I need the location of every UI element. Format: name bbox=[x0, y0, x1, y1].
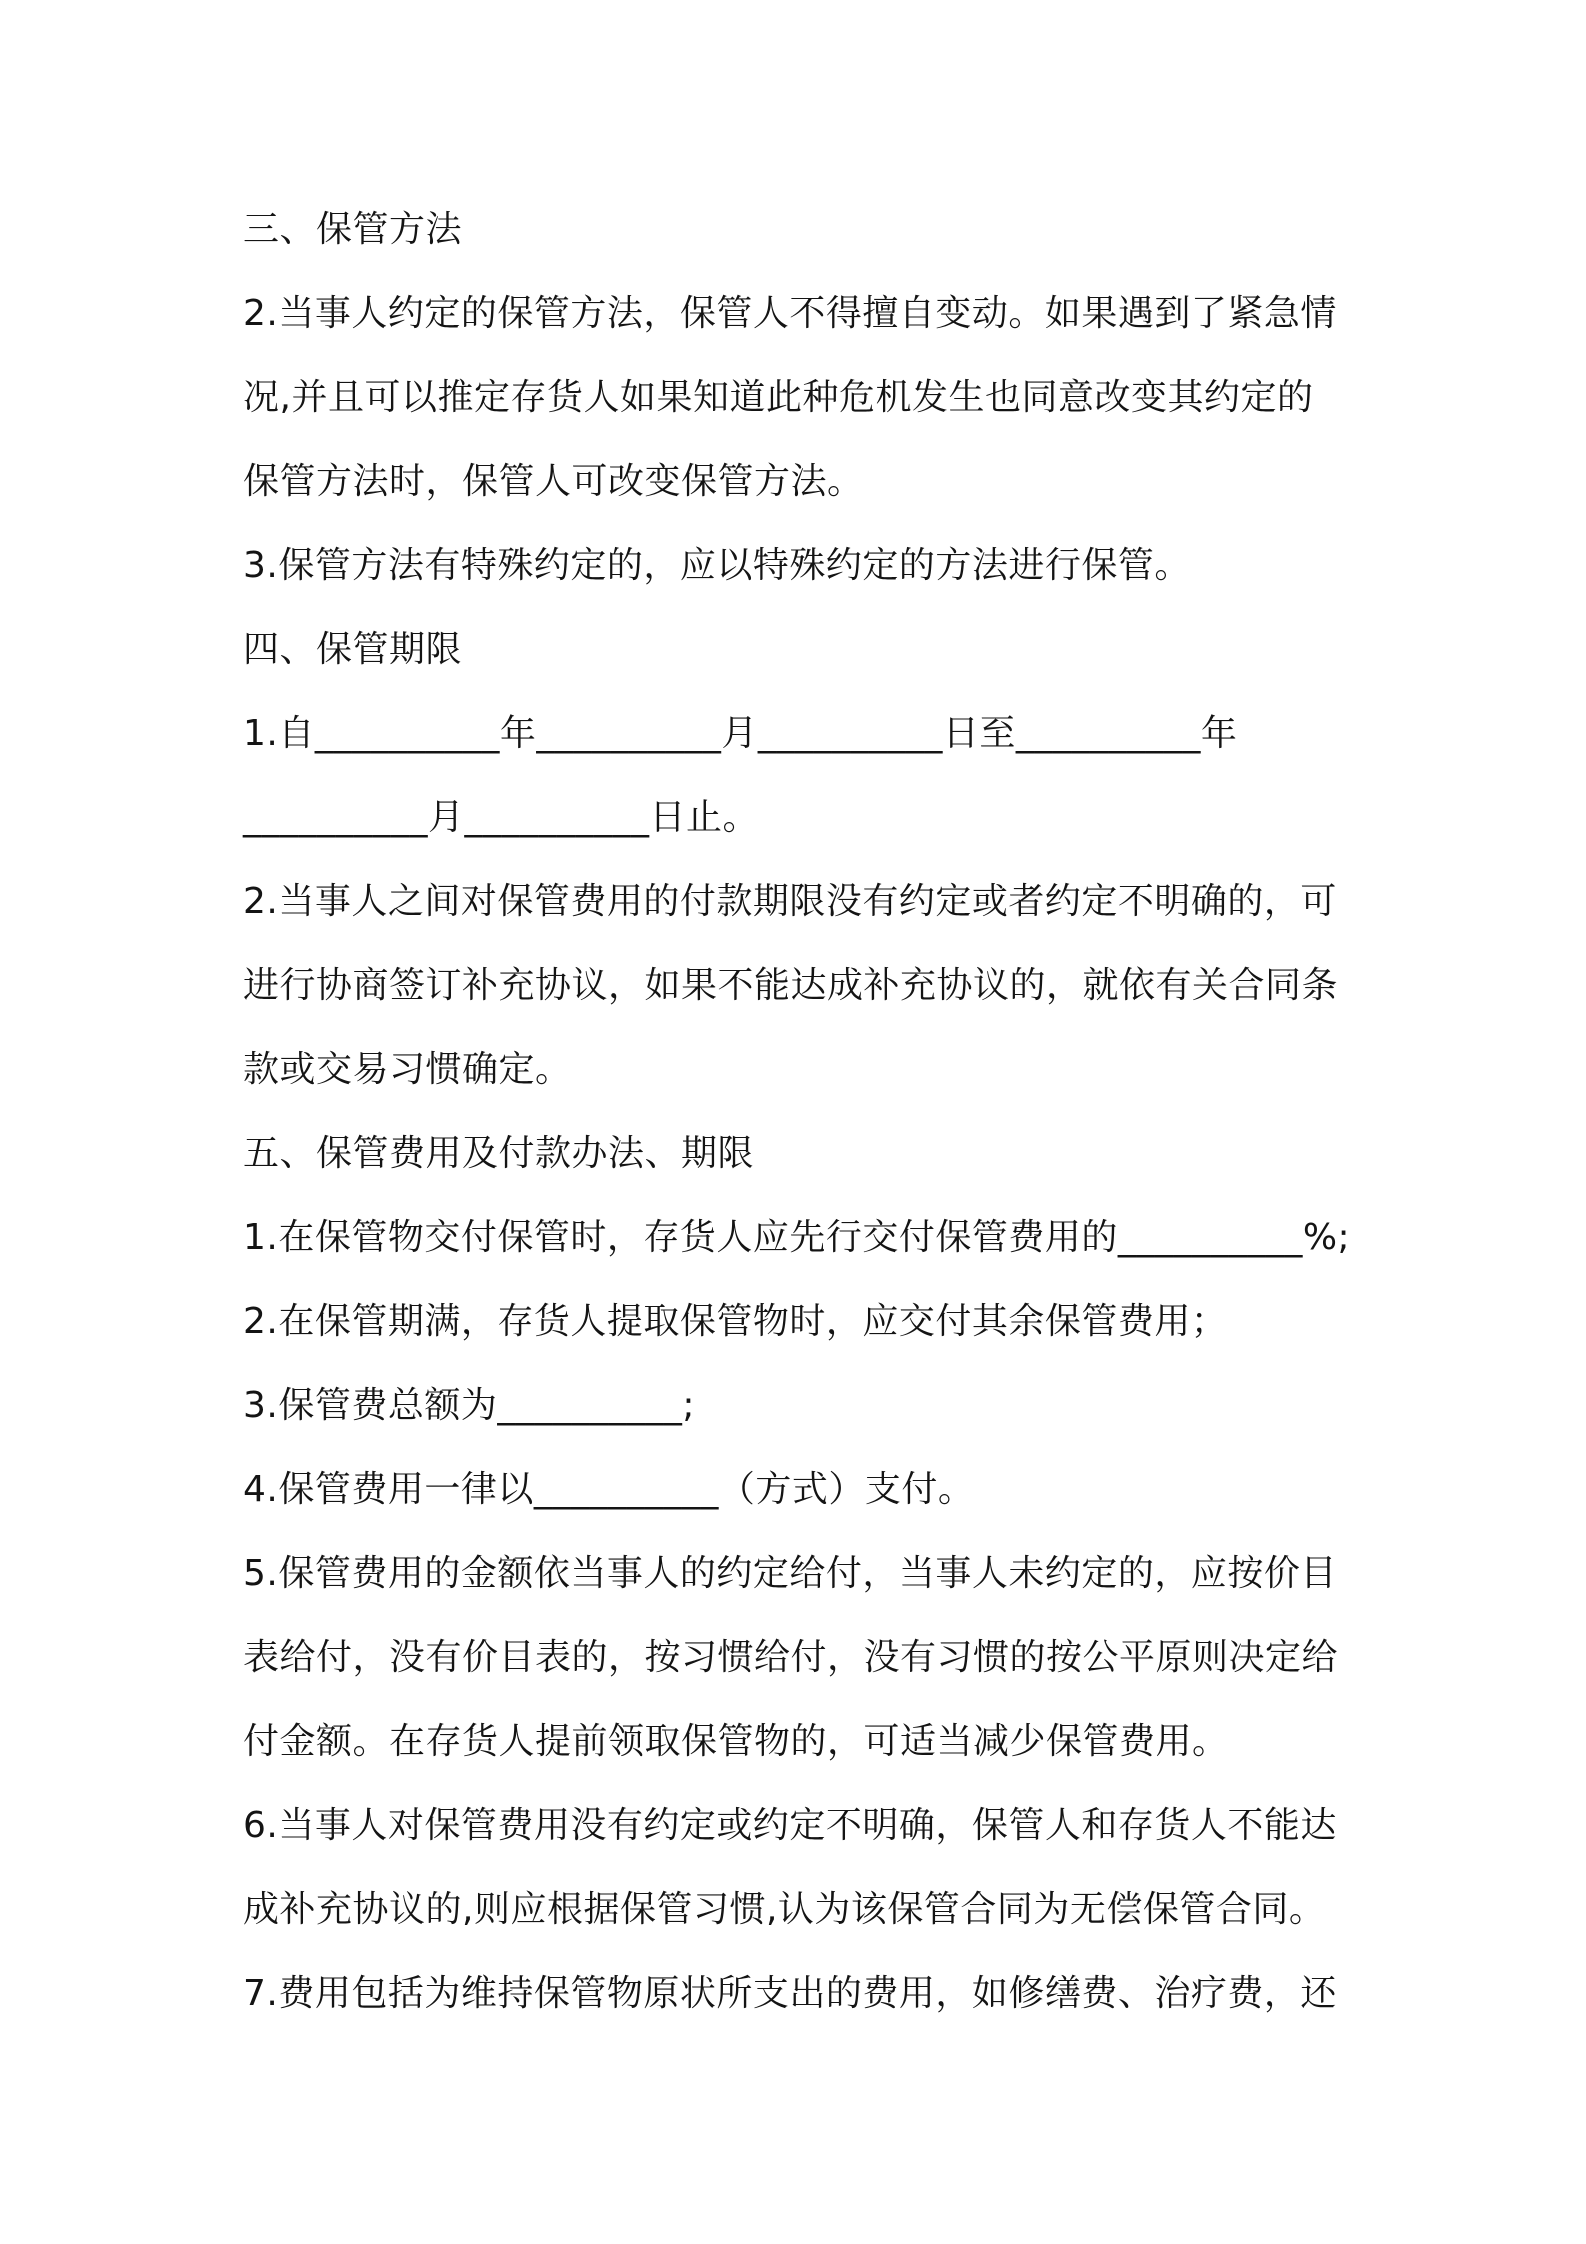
section-heading-storage-fees: 五、保管费用及付款办法、期限 bbox=[243, 1133, 755, 1174]
paragraph-line: 保管方法时，保管人可改变保管方法。 bbox=[243, 461, 864, 502]
paragraph-line: 2.当事人约定的保管方法，保管人不得擅自变动。如果遇到了紧急情 bbox=[243, 293, 1337, 334]
paragraph-line: 2.在保管期满，存货人提取保管物时，应交付其余保管费用； bbox=[243, 1301, 1228, 1342]
paragraph-line: 进行协商签订补充协议，如果不能达成补充协议的，就依有关合同条 bbox=[243, 965, 1339, 1006]
section-heading-storage-period: 四、保管期限 bbox=[243, 629, 463, 670]
paragraph-line: 1.在保管物交付保管时，存货人应先行交付保管费用的__________%; bbox=[243, 1217, 1351, 1258]
paragraph-line: 6.当事人对保管费用没有约定或约定不明确，保管人和存货人不能达 bbox=[243, 1805, 1337, 1846]
paragraph-line: 表给付，没有价目表的，按习惯给付，没有习惯的按公平原则决定给 bbox=[243, 1637, 1339, 1678]
paragraph-line: 况,并且可以推定存货人如果知道此种危机发生也同意改变其约定的 bbox=[243, 377, 1314, 418]
paragraph-line: __________月__________日止。 bbox=[243, 797, 760, 838]
section-heading-storage-method: 三、保管方法 bbox=[243, 209, 463, 250]
paragraph-line: 付金额。在存货人提前领取保管物的，可适当减少保管费用。 bbox=[243, 1721, 1229, 1762]
paragraph-line: 1.自__________年__________月__________日至__________年 bbox=[243, 713, 1238, 754]
paragraph-line: 成补充协议的,则应根据保管习惯,认为该保管合同为无偿保管合同。 bbox=[243, 1889, 1326, 1930]
paragraph-line: 5.保管费用的金额依当事人的约定给付，当事人未约定的，应按价目 bbox=[243, 1553, 1337, 1594]
paragraph-line: 款或交易习惯确定。 bbox=[243, 1049, 572, 1090]
paragraph-line: 7.费用包括为维持保管物原状所支出的费用，如修缮费、治疗费，还 bbox=[243, 1973, 1337, 2014]
paragraph-line: 3.保管方法有特殊约定的，应以特殊约定的方法进行保管。 bbox=[243, 545, 1191, 586]
paragraph-line: 4.保管费用一律以__________（方式）支付。 bbox=[243, 1469, 975, 1510]
paragraph-line: 2.当事人之间对保管费用的付款期限没有约定或者约定不明确的，可 bbox=[243, 881, 1337, 922]
paragraph-line: 3.保管费总额为__________; bbox=[243, 1385, 695, 1426]
